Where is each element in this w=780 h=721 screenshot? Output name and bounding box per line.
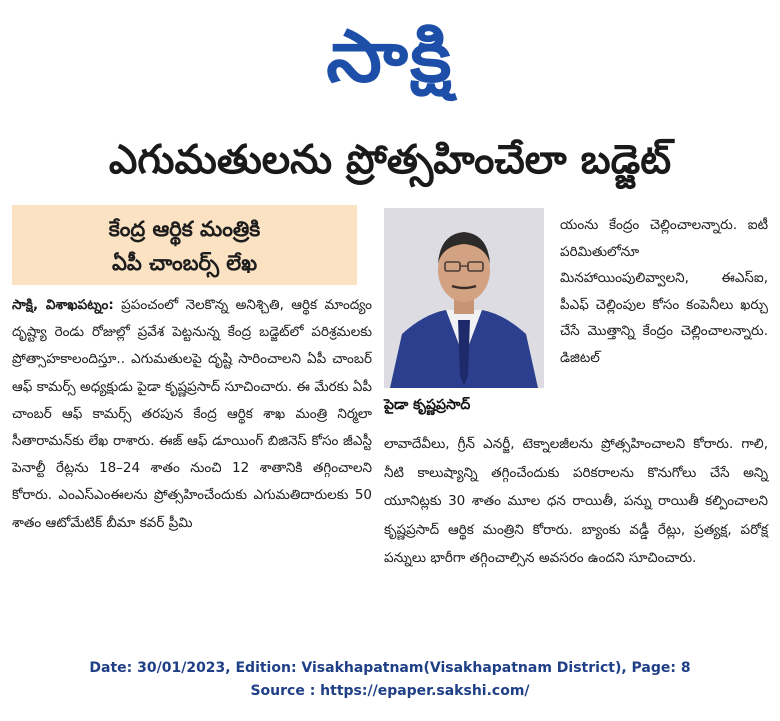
- portrait-illustration: [384, 208, 544, 388]
- subheadline-box: [12, 205, 357, 285]
- photo-caption: పైడా కృష్ణప్రసాద్: [384, 397, 471, 413]
- subheadline-line-1: కేంద్ర ఆర్థిక మంత్రికి: [108, 217, 261, 241]
- dateline: సాక్షి, విశాఖపట్నం:: [12, 297, 114, 313]
- article-column-2-bottom: లావాదేవీలు, గ్రీన్ ఎనర్జీ, టెక్నాలజీలను ప్రోత్సహించాలని కోరారు. గాలి, నీటి కాలుష్యాన్ని తగ్గించేందుకు పరికరాలను కొనుగోలు చేసే అన్ని యూనిట్లకు 30 శాతం మూల ధన రాయితీ, పన్ను రాయితీ కల్పించాలని కృష్ణప్రసాద్ ఆర్థిక మంత్రిని కోరారు. బ్యాంకు వడ్డీ రేట్లు, ప్రత్యక్ష, పరోక్ష పన్నులు భారీగా తగ్గించాల్సిన అవసరం ఉందని సూచించారు.: [384, 436, 768, 567]
- article-headline: ఎగుమతులను ప్రోత్సహించేలా బడ్జెట్: [108, 137, 672, 183]
- portrait-photo: [384, 208, 544, 388]
- edition-info: Date: 30/01/2023, Edition: Visakhapatnam(Visakhapatnam District), Page: 8: [89, 660, 691, 676]
- masthead: [0, 8, 780, 104]
- column-1-text: ప్రపంచంలో నెలకొన్న అనిశ్చితి, ఆర్థిక మాంద్యం దృష్ట్యా రెండు రోజుల్లో ప్రవేశ పెట్టనున్న కేంద్ర బడ్జెట్‌లో పరిశ్రమలకు ప్రోత్సాహకాలందిస్తూ.. ఎగుమతులపై దృష్టి సారించాలని ఏపీ చాంబర్ ఆఫ్ కామర్స్ అధ్యక్షుడు పైడా కృష్ణప్రసాద్ సూచించారు. ఈ మేరకు ఏపీ చాంబర్ ఆఫ్ కామర్స్ తరపున కేంద్ర ఆర్థిక శాఖ మంత్రి నిర్మలా సీతారామన్‌కు లేఖ రాశారు. ఈజ్ ఆఫ్ డూయింగ్ బిజినెస్ కోసం జీఎస్టీ పెనాల్టీ రేట్లను 18–24 శాతం నుంచి 12 శాతానికి తగ్గించాలని కోరారు. ఎంఎస్ఎంఈలను ప్రోత్సహించేందుకు ఎగుమతిదారులకు 50 శాతం ఆటోమేటిక్ బీమా కవర్ ప్రీమి: [12, 297, 372, 531]
- article-column-2-top: యంను కేంద్రం చెల్లించాలన్నారు. ఐటీ పరిమితులోనూ మినహాయింపులివ్వాలని, ఈఎస్ఐ, పీఎఫ్ చెల్లింపుల కోసం కంపెనీలు ఖర్చు చేసే మొత్తాన్ని కేంద్రం చెల్లించాలన్నారు. డిజిటల్: [560, 217, 768, 366]
- article-column-1: [12, 292, 372, 620]
- source-line: Source : https://epaper.sakshi.com/: [250, 683, 530, 699]
- sakshi-logo: సాక్షి: [326, 14, 454, 98]
- subheadline-line-2: ఏపీ చాంబర్స్ లేఖ: [111, 251, 258, 275]
